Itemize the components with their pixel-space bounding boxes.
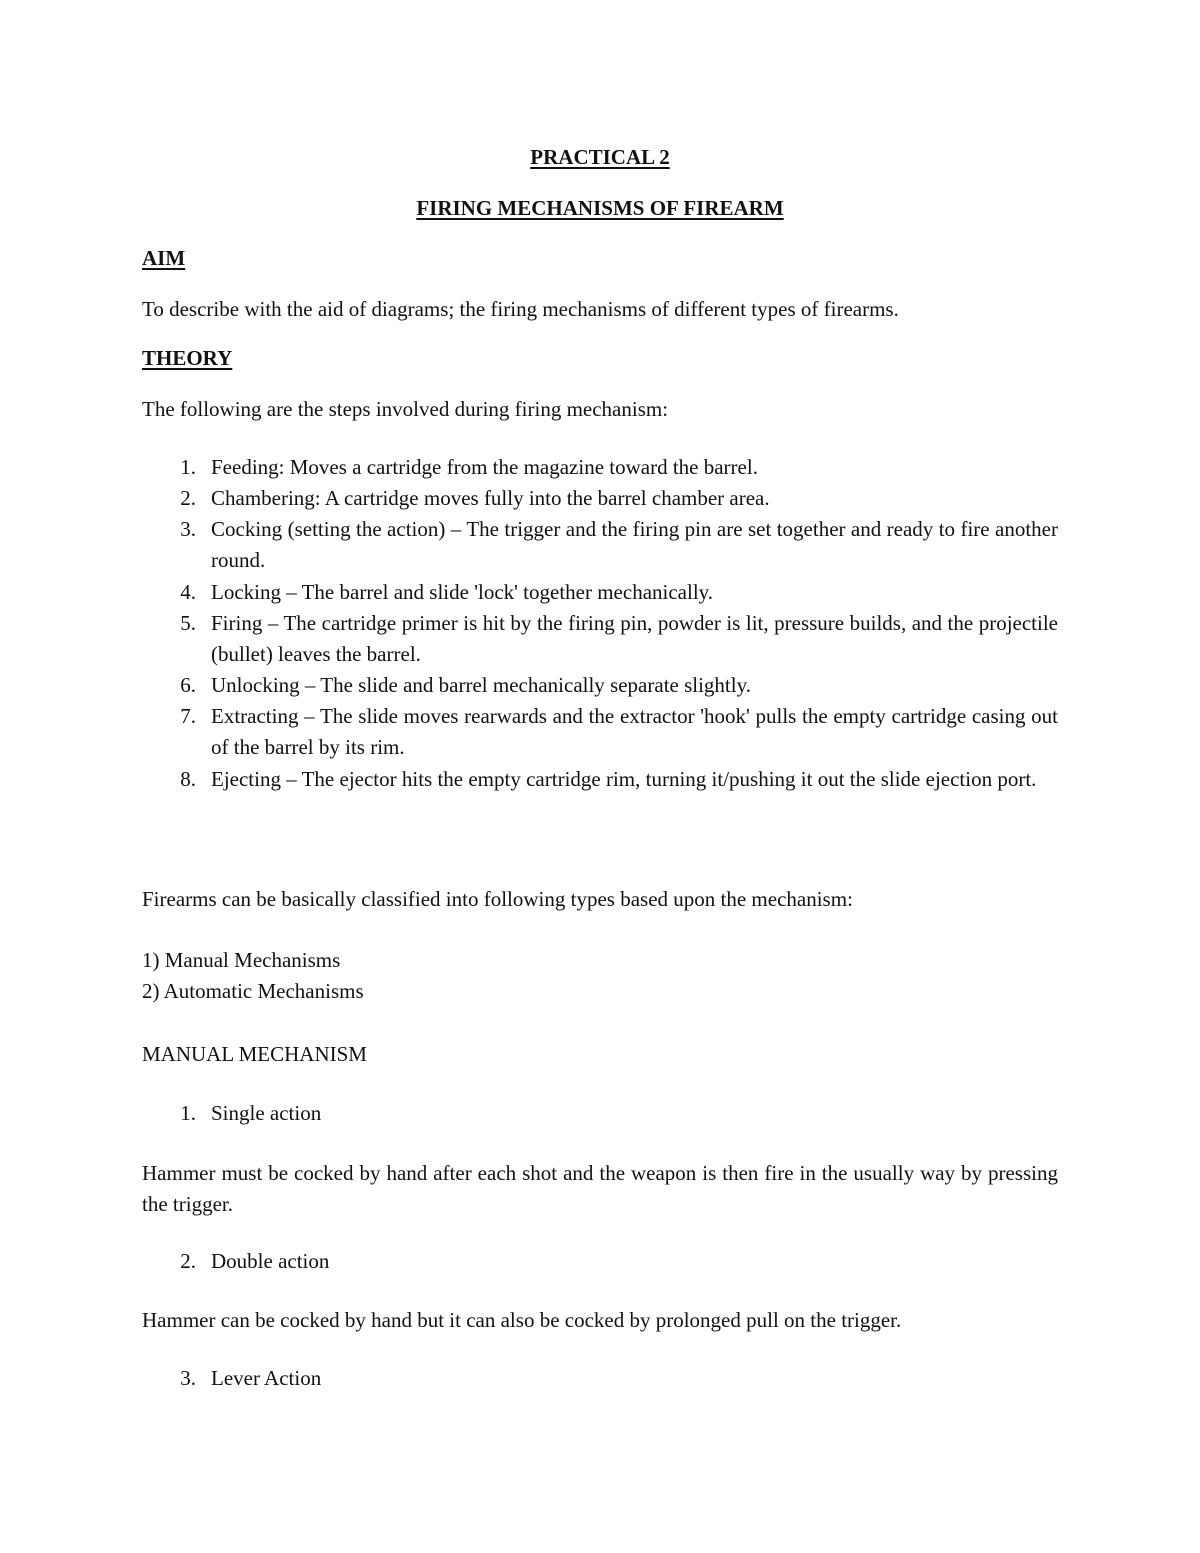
- list-text: Extracting – The slide moves rearwards and the extractor 'hook' pulls the empty cartridge casing out of the barrel by its rim.: [211, 704, 1058, 759]
- practical-title: PRACTICAL 2: [530, 145, 670, 169]
- list-number: 3.: [180, 517, 196, 541]
- list-number: 7.: [180, 704, 196, 728]
- lever-action-title: Lever Action: [211, 1366, 322, 1390]
- list-number: 3.: [180, 1366, 196, 1390]
- list-text: Chambering: A cartridge moves fully into the barrel chamber area.: [211, 486, 770, 510]
- list-text: Feeding: Moves a cartridge from the magazine toward the barrel.: [211, 455, 758, 479]
- list-text: Locking – The barrel and slide 'lock' together mechanically.: [211, 580, 714, 604]
- single-action-title: Single action: [211, 1101, 322, 1125]
- classification-intro: Firearms can be basically classified into following types based upon the mechanism:: [142, 887, 853, 911]
- list-text: Ejecting – The ejector hits the empty cartridge rim, turning it/pushing it out the slide ejection port.: [211, 767, 1037, 791]
- list-number: 6.: [180, 673, 196, 697]
- theory-heading: THEORY: [142, 346, 233, 370]
- list-number: 8.: [180, 767, 196, 791]
- list-number: 2.: [180, 1249, 196, 1273]
- double-action-title: Double action: [211, 1249, 330, 1273]
- manual-mechanism-heading: MANUAL MECHANISM: [142, 1042, 367, 1066]
- classification-type-manual: 1) Manual Mechanisms: [142, 948, 341, 972]
- list-number: 2.: [180, 486, 196, 510]
- aim-heading: AIM: [142, 246, 186, 270]
- main-title: FIRING MECHANISMS OF FIREARM: [416, 196, 784, 220]
- list-number: 4.: [180, 580, 196, 604]
- list-number: 5.: [180, 611, 196, 635]
- list-number: 1.: [180, 1101, 196, 1125]
- theory-intro: The following are the steps involved during firing mechanism:: [142, 397, 669, 421]
- single-action-description: Hammer must be cocked by hand after each shot and the weapon is then fire in the usually way by pressing the trigger.: [142, 1161, 1058, 1216]
- list-number: 1.: [180, 455, 196, 479]
- double-action-description: Hammer can be cocked by hand but it can also be cocked by prolonged pull on the trigger.: [142, 1308, 902, 1332]
- classification-type-automatic: 2) Automatic Mechanisms: [142, 979, 364, 1003]
- list-text: Unlocking – The slide and barrel mechanically separate slightly.: [211, 673, 751, 697]
- list-text: Firing – The cartridge primer is hit by the firing pin, powder is lit, pressure builds, and the projectile (bullet) leaves the barrel.: [211, 611, 1058, 666]
- list-text: Cocking (setting the action) – The trigger and the firing pin are set together and ready to fire another round.: [211, 517, 1058, 572]
- aim-text: To describe with the aid of diagrams; the firing mechanisms of different types of firearms.: [142, 297, 899, 321]
